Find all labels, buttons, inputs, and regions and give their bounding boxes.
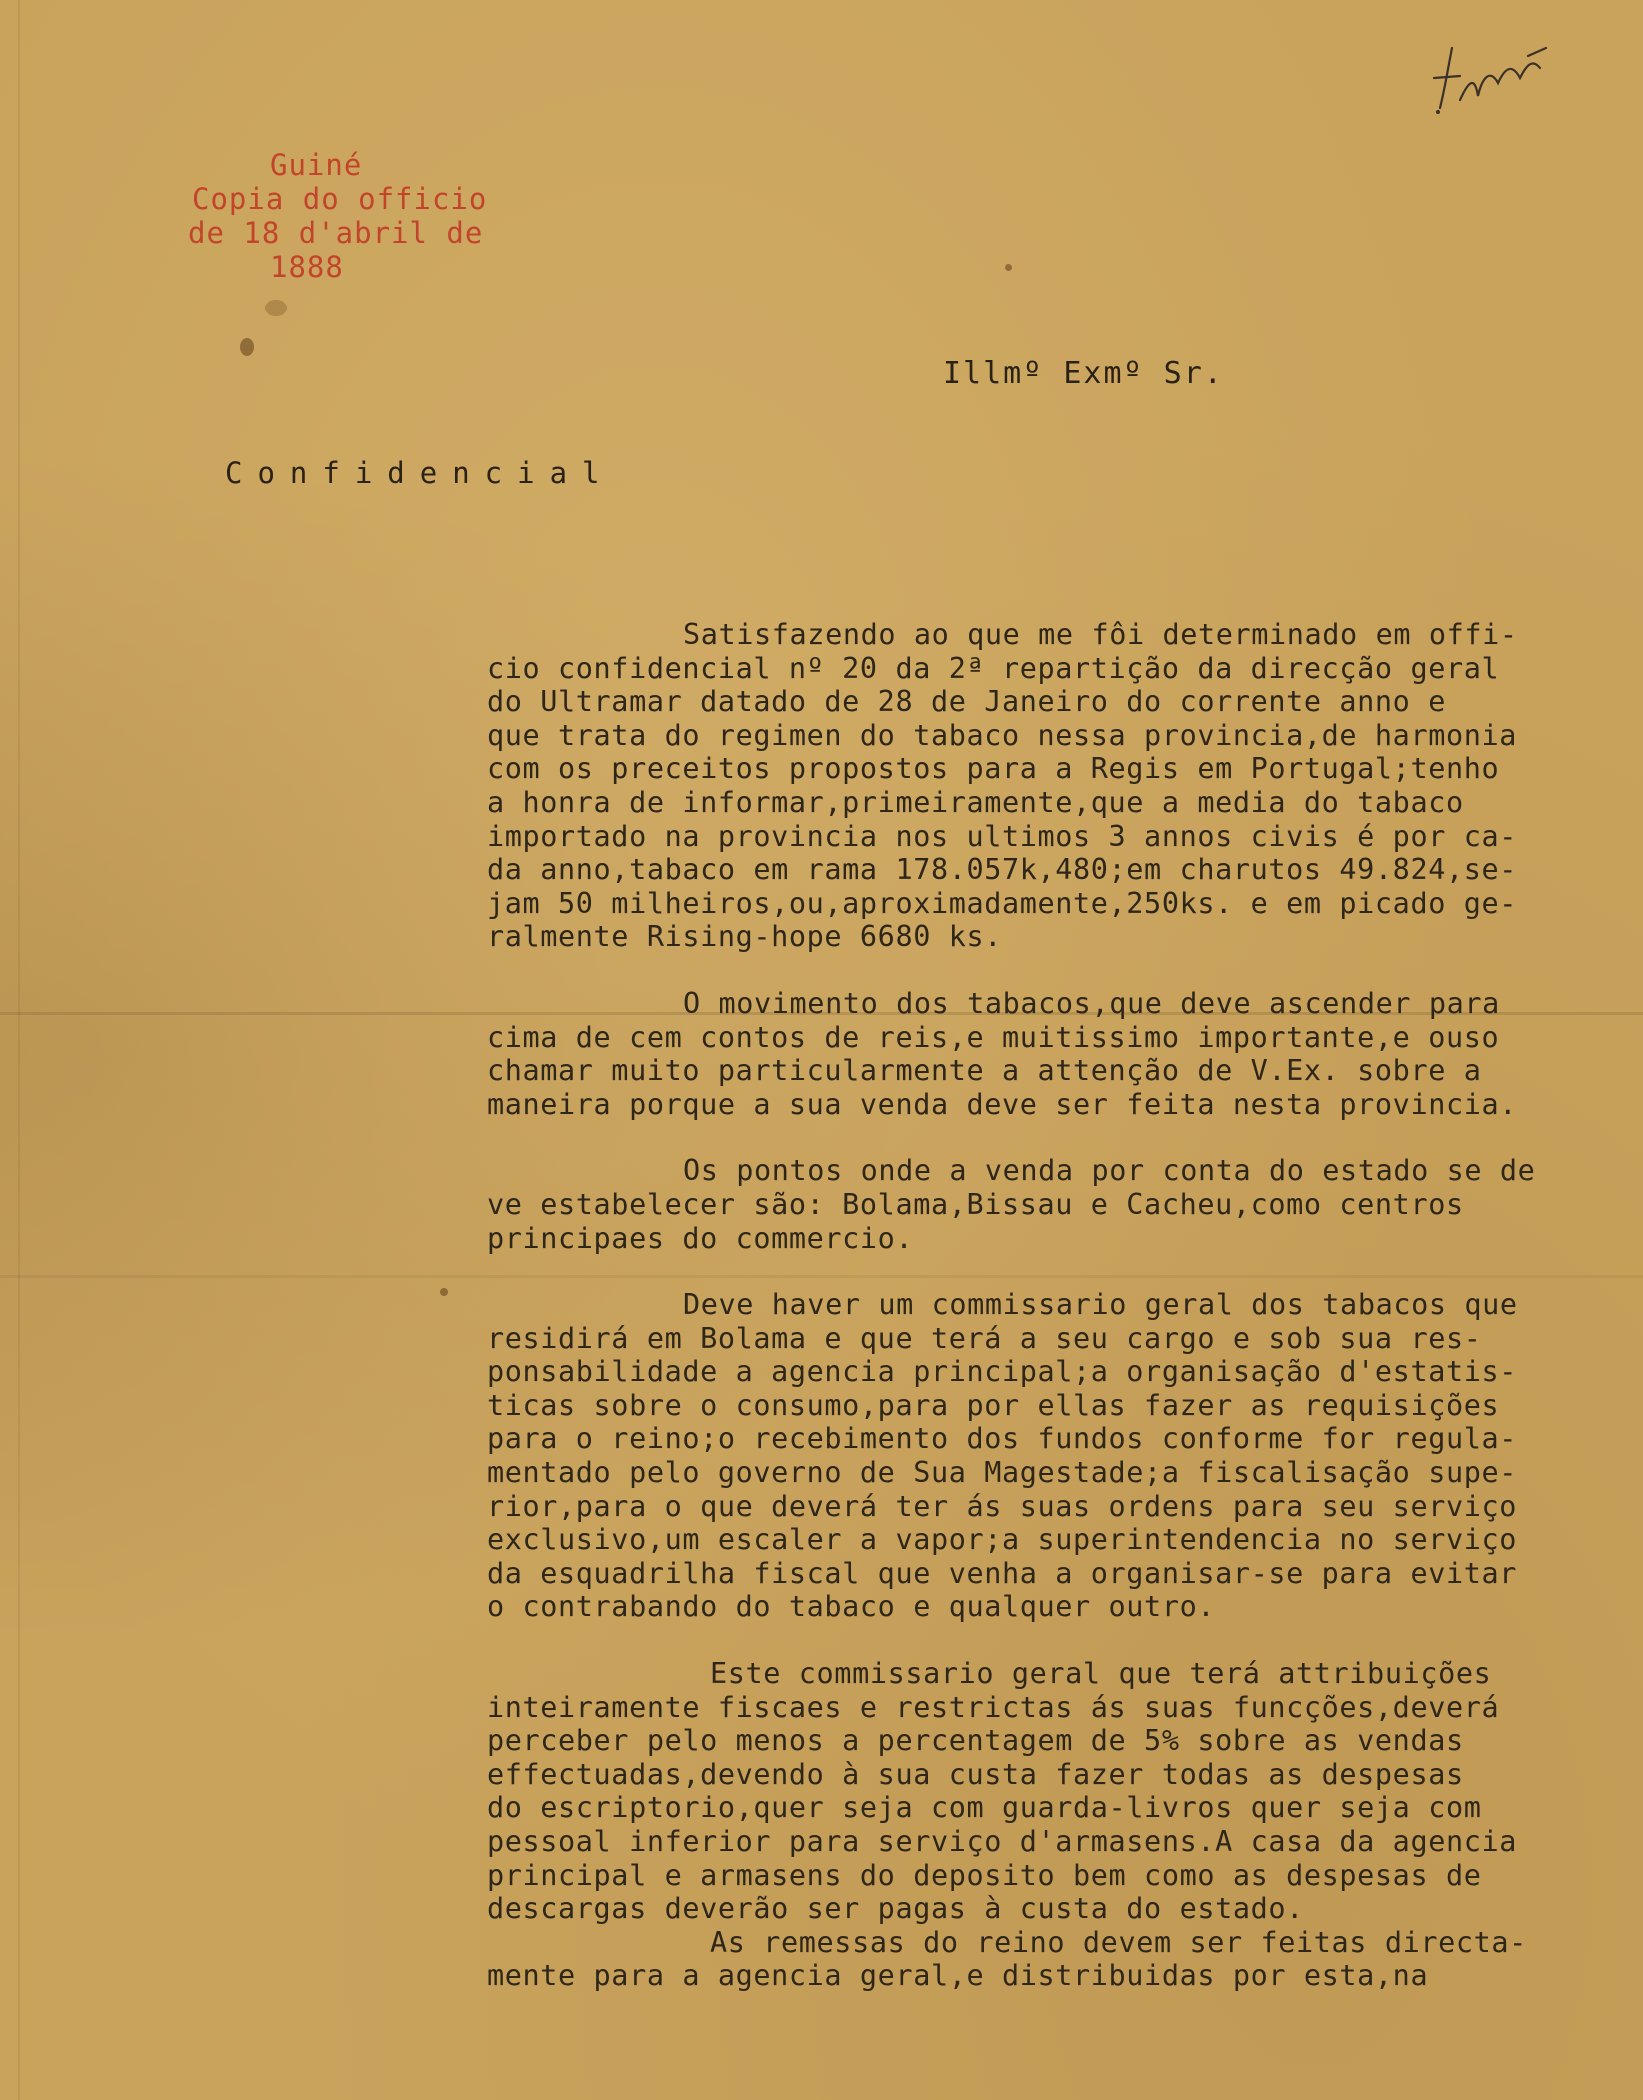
text-line: pessoal inferior para serviço d'armasens.A casa da agencia xyxy=(487,1825,1517,1858)
text-line: com os preceitos propostos para a Regis em Portugal;tenho xyxy=(487,752,1500,786)
text-line: para o reino;o recebimento dos fundos conforme for regula- xyxy=(487,1422,1517,1456)
text-line: cima de cem contos de reis,e muitissimo importante,e ouso xyxy=(487,1020,1500,1054)
text-line: a honra de informar,primeiramente,que a media do tabaco xyxy=(487,785,1464,819)
text-line: exclusivo,um escaler a vapor;a superintendencia no serviço xyxy=(487,1523,1517,1557)
text-line: principal e armasens do deposito bem como as despesas de xyxy=(487,1858,1482,1892)
header-note-line: Guiné xyxy=(270,148,363,182)
text-line: que trata do regimen do tabaco nessa provincia,de harmonia xyxy=(487,718,1517,752)
text-line: ralmente Rising-hope 6680 ks. xyxy=(487,920,1002,954)
text-line: residirá em Bolama e que terá a seu cargo e sob sua res- xyxy=(487,1321,1482,1355)
text-line: importado na provincia nos ultimos 3 annos civis é por ca- xyxy=(487,819,1517,853)
text-line: maneira porque a sua venda deve ser feita nesta provincia. xyxy=(487,1087,1517,1121)
text-line: principaes do commercio. xyxy=(487,1221,914,1255)
handwritten-signature xyxy=(1420,38,1570,128)
paper-edge xyxy=(18,0,20,2100)
text-line: effectuadas,devendo à sua custa fazer todas as despesas xyxy=(487,1757,1464,1791)
letter-body xyxy=(487,618,1637,1993)
paragraph xyxy=(487,1288,1637,1624)
classification-heading: Confidencial xyxy=(225,456,615,490)
text-line: Os pontos onde a venda por conta do estado se de xyxy=(683,1154,1536,1188)
text-line: da esquadrilha fiscal que venha a organisar-se para evitar xyxy=(487,1556,1517,1590)
paragraph xyxy=(487,1926,1637,1993)
text-line: descargas deverão ser pagas à custa do estado. xyxy=(487,1892,1304,1926)
text-line: As remessas do reino devem ser feitas directa- xyxy=(710,1925,1527,1959)
text-line: ticas sobre o consumo,para por ellas fazer as requisições xyxy=(487,1388,1500,1422)
text-line: rior,para o que deverá ter ás suas ordens para seu serviço xyxy=(487,1489,1517,1523)
paragraph xyxy=(487,618,1637,954)
paragraph xyxy=(487,1154,1637,1255)
ink-stain xyxy=(1005,264,1012,271)
text-line: o contrabando do tabaco e qualquer outro. xyxy=(487,1590,1216,1624)
ink-stain xyxy=(240,338,254,356)
text-line: Satisfazendo ao que me fôi determinado em offi- xyxy=(683,618,1518,651)
ink-stain xyxy=(440,1288,448,1296)
text-line: mentado pelo governo de Sua Magestade;a fiscalisação supe- xyxy=(487,1456,1517,1490)
text-line: do escriptorio,quer seja com guarda-livros quer seja com xyxy=(487,1791,1482,1825)
salutation: Illmº Exmº Sr. xyxy=(943,356,1224,391)
text-line: Este commissario geral que terá attribuições xyxy=(710,1657,1492,1691)
text-line: jam 50 milheiros,ou,aproximadamente,250ks. e em picado ge- xyxy=(487,886,1517,920)
text-line: perceber pelo menos a percentagem de 5% sobre as vendas xyxy=(487,1724,1464,1758)
text-line: mente para a agencia geral,e distribuidas por esta,na xyxy=(487,1959,1429,1993)
text-line: Deve haver um commissario geral dos tabacos que xyxy=(683,1288,1518,1322)
header-note-line: 1888 xyxy=(270,250,344,284)
document-reference-note xyxy=(188,148,487,284)
text-line: ponsabilidade a agencia principal;a organisação d'estatis- xyxy=(487,1355,1517,1389)
text-line: cio confidencial nº 20 da 2ª repartição da direcção geral xyxy=(487,651,1500,685)
paragraph xyxy=(487,987,1637,1121)
text-line: O movimento dos tabacos,que deve ascender para xyxy=(683,986,1500,1020)
ink-stain xyxy=(265,300,287,316)
text-line: ve estabelecer são: Bolama,Bissau e Cacheu,como centros xyxy=(487,1187,1464,1221)
text-line: chamar muito particularmente a attenção de V.Ex. sobre a xyxy=(487,1054,1482,1088)
text-line: da anno,tabaco em rama 178.057k,480;em charutos 49.824,se- xyxy=(487,853,1517,887)
paragraph xyxy=(487,1657,1637,1926)
header-note-line: Copia do officio xyxy=(192,182,488,216)
header-note-line: de 18 d'abril de xyxy=(188,216,484,250)
text-line: inteiramente fiscaes e restrictas ás suas funcções,deverá xyxy=(487,1690,1500,1724)
text-line: do Ultramar datado de 28 de Janeiro do corrente anno e xyxy=(487,685,1446,719)
